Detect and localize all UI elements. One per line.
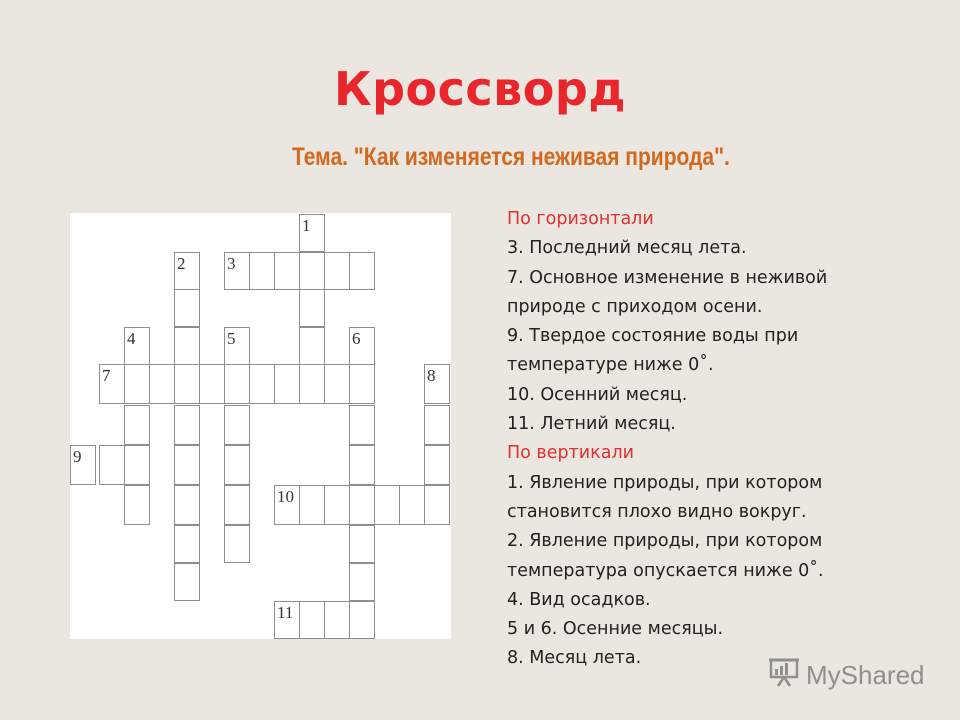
clue-number: 7 xyxy=(102,366,111,385)
clue-number: 10 xyxy=(277,487,294,506)
site-logo xyxy=(768,657,925,694)
crossword-cell[interactable] xyxy=(349,252,375,290)
crossword-cell[interactable] xyxy=(224,525,250,563)
crossword-cell[interactable] xyxy=(70,445,96,485)
crossword-cell[interactable] xyxy=(324,601,350,639)
crossword-cell[interactable] xyxy=(224,445,250,485)
clue-line: 9. Твердое состояние воды при xyxy=(507,326,799,347)
crossword-cell[interactable] xyxy=(349,364,375,404)
crossword-cell[interactable] xyxy=(224,327,250,365)
clue-line: 4. Вид осадков. xyxy=(507,589,651,610)
crossword-cell[interactable] xyxy=(424,364,450,404)
crossword-cell[interactable] xyxy=(299,364,325,404)
crossword-cell[interactable] xyxy=(324,252,350,290)
presentation-board-icon xyxy=(768,657,806,694)
crossword-cell[interactable] xyxy=(374,485,400,525)
crossword-cell[interactable] xyxy=(299,289,325,327)
crossword-cell[interactable] xyxy=(174,252,200,290)
crossword-cell[interactable] xyxy=(299,601,325,639)
logo-text: MyShared xyxy=(806,660,925,690)
crossword-cell[interactable] xyxy=(274,252,300,290)
crossword-cell[interactable] xyxy=(174,364,200,404)
clue-number: 11 xyxy=(277,603,294,622)
clue-number: 1 xyxy=(302,216,311,235)
clues-heading-across: По горизонтали xyxy=(507,209,654,229)
crossword-cell[interactable] xyxy=(99,364,125,404)
clue-number: 2 xyxy=(177,254,186,273)
crossword-cell[interactable] xyxy=(299,252,325,290)
clue-line: 5 и 6. Осенние месяцы. xyxy=(507,619,724,640)
crossword-cell[interactable] xyxy=(174,525,200,563)
crossword-cell[interactable] xyxy=(324,364,350,404)
crossword-cell[interactable] xyxy=(424,405,450,445)
clues-heading-down: По вертикали xyxy=(507,443,635,464)
clue-line: температуре ниже 0˚. xyxy=(507,355,714,376)
crossword-cell[interactable] xyxy=(249,364,275,404)
crossword-cell[interactable] xyxy=(349,327,375,365)
crossword-cell[interactable] xyxy=(249,252,275,290)
crossword-cell[interactable] xyxy=(324,485,350,525)
clues-panel xyxy=(507,205,947,674)
crossword-cell[interactable] xyxy=(349,601,375,639)
crossword-cell[interactable] xyxy=(124,485,150,525)
crossword-cell[interactable] xyxy=(124,405,150,445)
crossword-cell[interactable] xyxy=(224,405,250,445)
clue-line: 10. Осенний месяц. xyxy=(507,384,688,405)
crossword-cell[interactable] xyxy=(149,364,175,404)
crossword-cell[interactable] xyxy=(224,252,250,290)
slide-subtitle: Тема. "Как изменяется неживая природа". xyxy=(292,143,730,171)
clue-number: 6 xyxy=(352,329,361,348)
crossword-cell[interactable] xyxy=(424,445,450,485)
clue-line: температура опускается ниже 0˚. xyxy=(507,560,824,581)
clue-line: 2. Явление природы, при котором xyxy=(507,531,823,552)
crossword-cell[interactable] xyxy=(174,327,200,365)
clue-number: 4 xyxy=(127,329,136,348)
clue-line: природе с приходом осени. xyxy=(507,296,763,317)
crossword-cell[interactable] xyxy=(174,445,200,485)
clue-number: 9 xyxy=(73,447,82,466)
clue-number: 5 xyxy=(227,329,236,348)
clue-line: 8. Месяц лета. xyxy=(507,648,642,669)
crossword-cell[interactable] xyxy=(349,525,375,563)
crossword-cell[interactable] xyxy=(174,485,200,525)
clue-line: 1. Явление природы, при котором xyxy=(507,472,823,493)
crossword-cell[interactable] xyxy=(224,485,250,525)
crossword-cell[interactable] xyxy=(424,485,450,525)
crossword-cell[interactable] xyxy=(224,364,250,404)
crossword-cell[interactable] xyxy=(274,364,300,404)
crossword-cell[interactable] xyxy=(349,445,375,485)
crossword-grid xyxy=(70,213,451,639)
crossword-cell[interactable] xyxy=(124,327,150,365)
clue-line: 11. Летний месяц. xyxy=(507,414,676,435)
crossword-cell[interactable] xyxy=(124,364,150,404)
crossword-cell[interactable] xyxy=(99,445,125,485)
crossword-cell[interactable] xyxy=(349,405,375,445)
crossword-cell[interactable] xyxy=(174,289,200,327)
crossword-cell[interactable] xyxy=(174,563,200,601)
crossword-cell[interactable] xyxy=(124,445,150,485)
crossword-cell[interactable] xyxy=(349,485,375,525)
clue-line: 7. Основное изменение в неживой xyxy=(507,267,828,288)
slide-title: Кроссворд xyxy=(334,62,626,116)
crossword-cell[interactable] xyxy=(349,563,375,601)
crossword-cell[interactable] xyxy=(299,485,325,525)
crossword-cell[interactable] xyxy=(274,601,300,639)
crossword-cell[interactable] xyxy=(399,485,425,525)
crossword-cell[interactable] xyxy=(299,214,325,252)
clue-number: 8 xyxy=(427,366,436,385)
crossword-cell[interactable] xyxy=(174,405,200,445)
crossword-cell[interactable] xyxy=(199,364,225,404)
clue-line: становится плохо видно вокруг. xyxy=(507,501,807,522)
crossword-cell[interactable] xyxy=(299,327,325,365)
crossword-cell[interactable] xyxy=(274,485,300,525)
clue-line: 3. Последний месяц лета. xyxy=(507,238,747,259)
clue-number: 3 xyxy=(227,254,236,273)
